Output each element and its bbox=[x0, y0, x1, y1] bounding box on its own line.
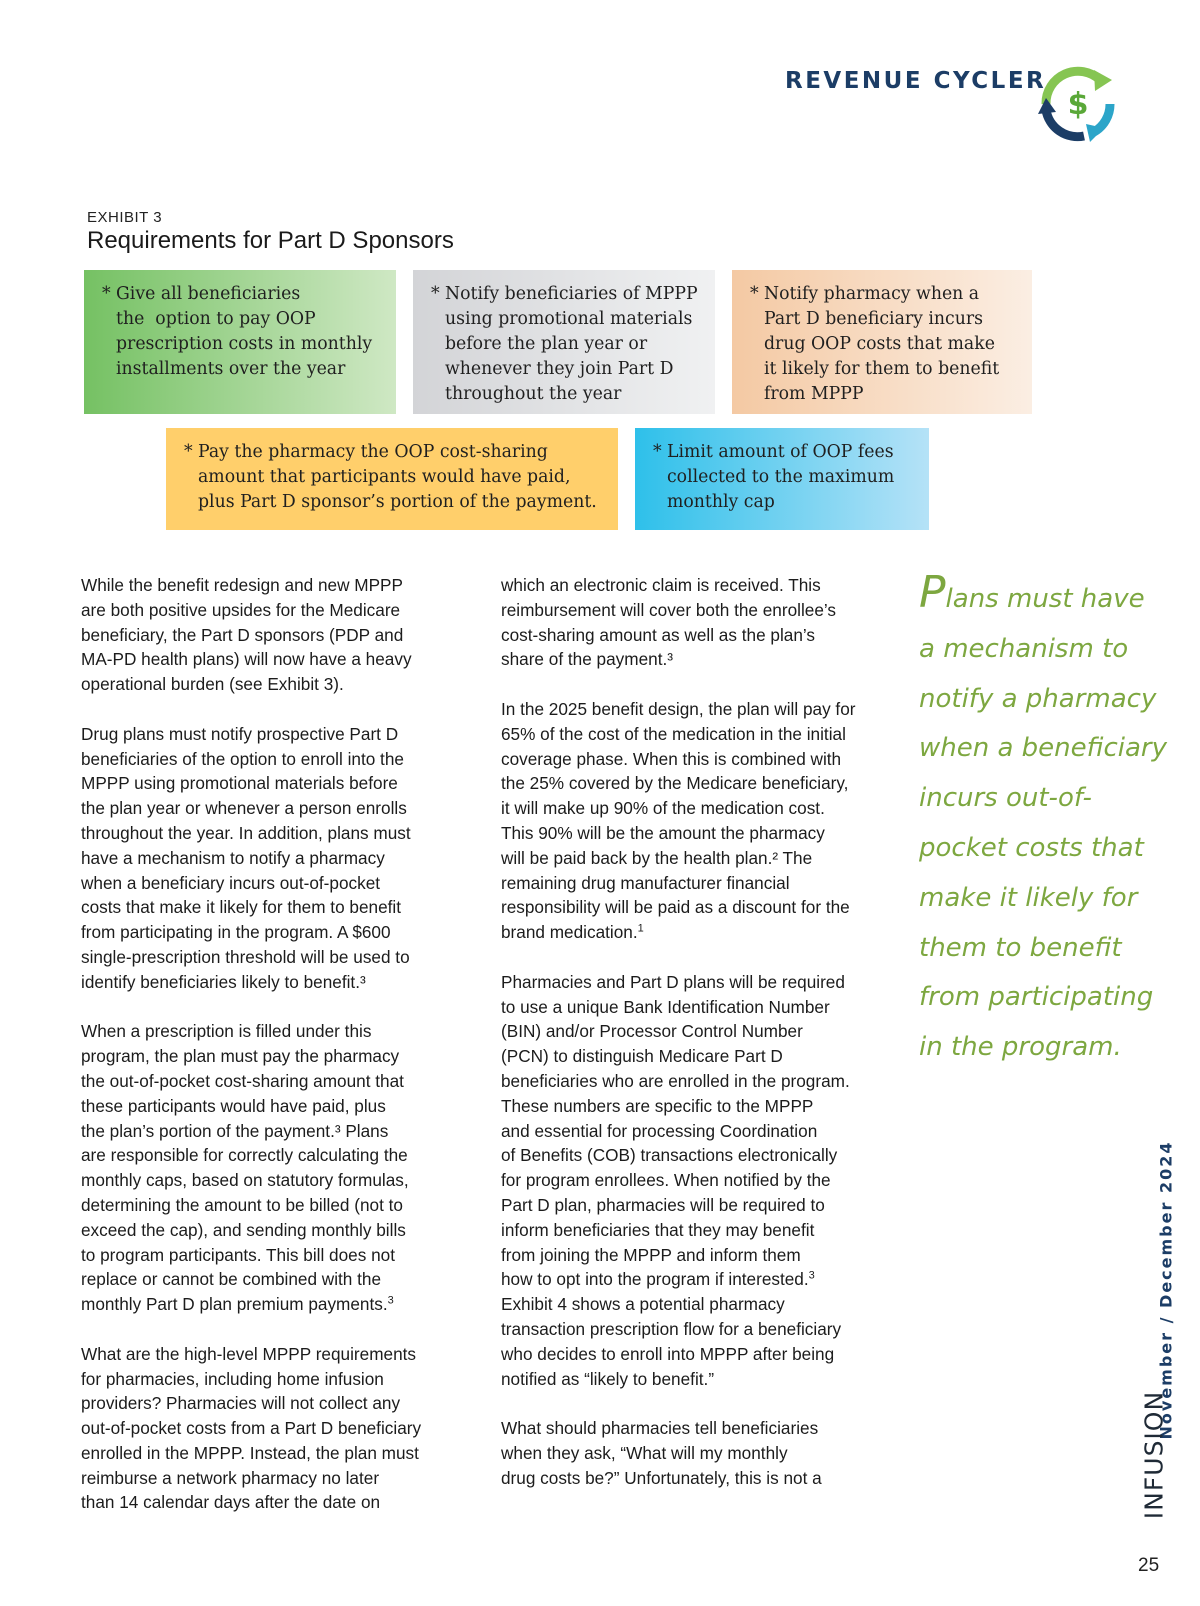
pull-quote-text: lans must have a mechanism to notify a pharmacy when a beneficiary incurs out-of- pocket costs that make it likely for them to benefit from participating in the program. bbox=[919, 584, 1167, 1063]
issue-date: November / December 2024 bbox=[1156, 1140, 1176, 1440]
pull-quote-dropcap: P bbox=[919, 567, 946, 618]
paragraph-text: Pharmacies and Part D plans will be required to use a unique Bank Identification Number (BIN) and/or Processor Control Number (PCN) to distinguish Medicare Part D beneficiaries who are enrolled in the program. These numbers are specific to the MPPP and essential for processing Coordination of Benefits (COB) transactions electronically for program enrollees. When notified by the Part D plan, pharmacies will be required to inform beneficiaries that they may benefit from joining the MPPP and inform them how to opt into the program if interested. bbox=[501, 971, 850, 1290]
bullet-asterisk: * bbox=[184, 442, 193, 462]
dollar-sign: $ bbox=[1067, 87, 1089, 122]
requirement-text: Notify beneficiaries of MPPP using promotional materials before the plan year or whenever they join Part D throughout the year bbox=[445, 284, 698, 404]
footnote-ref: 1 bbox=[637, 922, 644, 935]
bullet-asterisk: * bbox=[102, 284, 111, 304]
paragraph-text: Exhibit 4 shows a potential pharmacy transaction prescription flow for a beneficiary who decides to enroll into MPPP after being notified as “likely to benefit.” bbox=[501, 1294, 842, 1389]
requirement-text: Give all beneficiaries the option to pay OOP prescription costs in monthly installments over the year bbox=[116, 284, 373, 379]
page-number: 25 bbox=[1138, 1555, 1160, 1576]
paragraph: What are the high-level MPPP requirements for pharmacies, including home infusion providers? Pharmacies will not collect any out-of-pocket costs from a Part D beneficiary enrolled in the MPPP. Instead, the plan must reimburse a network pharmacy no later than 14 calendar days after the date on bbox=[81, 1343, 422, 1513]
requirement-box-notify-pharmacy bbox=[732, 270, 1032, 414]
requirement-text: Notify pharmacy when a Part D beneficiary incurs drug OOP costs that make it likely for them to benefit from MPPP bbox=[764, 284, 1000, 404]
paragraph bbox=[501, 970, 886, 1392]
exhibit-title: Requirements for Part D Sponsors bbox=[87, 227, 454, 254]
exhibit-label: EXHIBIT 3 bbox=[87, 209, 163, 226]
pull-quote bbox=[919, 567, 1189, 1073]
bullet-asterisk: * bbox=[750, 284, 759, 304]
requirement-box-pay-pharmacy bbox=[166, 428, 618, 530]
footnote-ref: 3 bbox=[808, 1269, 815, 1282]
paragraph bbox=[81, 1019, 461, 1317]
footnote-ref: 3 bbox=[387, 1294, 394, 1307]
section-title: REVENUE CYCLER bbox=[785, 68, 1047, 94]
article-column-2 bbox=[501, 573, 886, 1490]
magazine-logo: INFUSION bbox=[1139, 1390, 1169, 1520]
paragraph: which an electronic claim is received. This reimbursement will cover both the enrollee’s cost-sharing amount as well as the plan’s share of the payment.³ bbox=[501, 575, 836, 670]
article-column-1 bbox=[81, 573, 461, 1515]
dollar-cycle-icon bbox=[1032, 58, 1124, 150]
requirement-box-installments bbox=[84, 270, 396, 414]
paragraph bbox=[501, 697, 886, 945]
requirement-text: Pay the pharmacy the OOP cost-sharing amount that participants would have paid, plus Part D sponsor’s portion of the payment. bbox=[198, 442, 597, 512]
paragraph-text: When a prescription is filled under this program, the plan must pay the pharmacy the out-of-pocket cost-sharing amount that these participants would have paid, plus the plan’s portion of the payment.³ Plans are responsible for correctly calculating the monthly caps, based on statutory formulas, determining the amount to be billed (not to exceed the cap), and sending monthly bills to program participants. This bill does not replace or cannot be combined with the monthly Part D plan premium payments. bbox=[81, 1021, 409, 1315]
requirement-box-limit-fees bbox=[635, 428, 929, 530]
paragraph: Drug plans must notify prospective Part D beneficiaries of the option to enroll into the MPPP using promotional materials before the plan year or whenever a person enrolls throughout the year. In addition, plans must have a mechanism to notify a pharmacy when a beneficiary incurs out-of-pocket costs that make it likely for them to benefit from participating in the program. A $600 single-prescription threshold will be used to identify beneficiaries likely to benefit.³ bbox=[81, 723, 411, 992]
paragraph: While the benefit redesign and new MPPP are both positive upsides for the Medicare beneficiary, the Part D sponsors (PDP and MA-PD health plans) will now have a heavy operational burden (see Exhibit 3). bbox=[81, 575, 412, 695]
bullet-asterisk: * bbox=[653, 442, 662, 462]
requirement-box-notify-beneficiaries bbox=[413, 270, 715, 414]
bullet-asterisk: * bbox=[431, 284, 440, 304]
requirement-text: Limit amount of OOP fees collected to the maximum monthly cap bbox=[667, 442, 895, 512]
paragraph-text: In the 2025 benefit design, the plan will pay for 65% of the cost of the medication in the initial coverage phase. When this is combined with the 25% covered by the Medicare beneficiary, it will make up 90% of the medication cost. This 90% will be the amount the pharmacy will be paid back by the health plan.² The remaining drug manufacturer financial responsibility will be paid as a discount for the brand medication. bbox=[501, 698, 856, 943]
paragraph: What should pharmacies tell beneficiaries when they ask, “What will my monthly drug costs be?” Unfortunately, this is not a bbox=[501, 1418, 822, 1488]
